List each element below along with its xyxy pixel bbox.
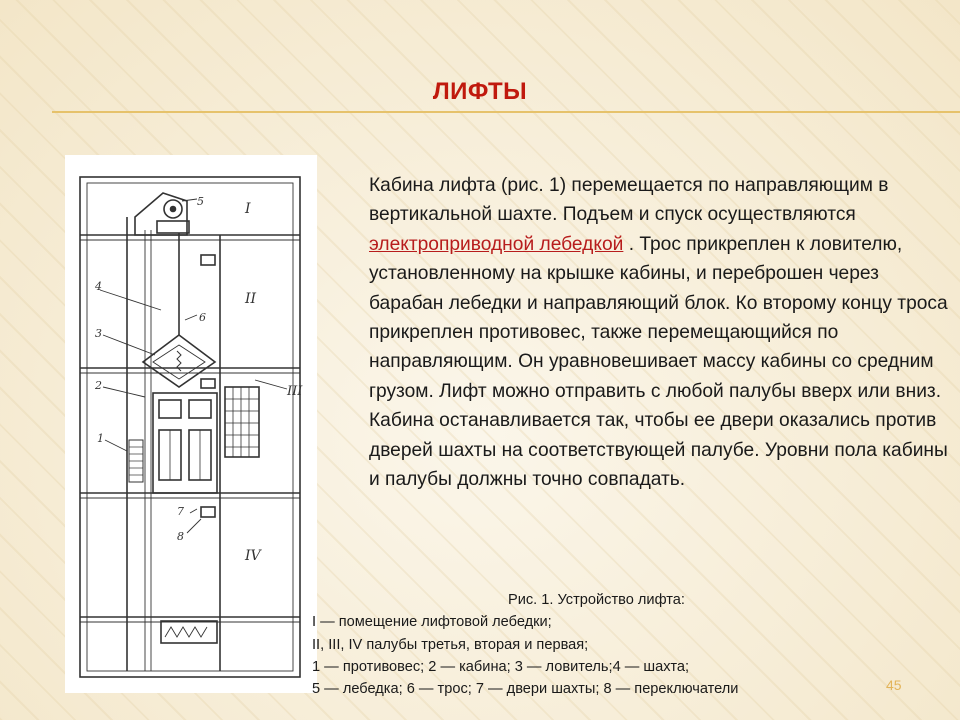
label-7: 7 <box>177 505 184 518</box>
figure-caption <box>312 589 912 700</box>
label-5: 5 <box>197 195 204 208</box>
buffer <box>161 621 217 643</box>
elevator-diagram <box>65 155 317 693</box>
label-3: 3 <box>95 327 102 340</box>
body-paragraph <box>369 171 949 494</box>
label-deck-IV: IV <box>245 548 261 564</box>
elevator-drawing <box>65 155 317 693</box>
slide-title: ЛИФТЫ <box>432 78 528 105</box>
label-2: 2 <box>95 379 102 392</box>
title-divider <box>52 111 960 113</box>
car <box>153 393 217 493</box>
caption-line: I — помещение лифтовой лебедки; <box>312 614 552 631</box>
switch-upper <box>201 255 215 265</box>
label-deck-II: II <box>245 291 257 307</box>
shaft-door <box>225 387 259 457</box>
caption-line: 1 — противовес; 2 — кабина; 3 — ловитель;4 — шахта; <box>312 658 690 675</box>
body-text-part2: . Трос прикреплен к ловителю, установленному на крышке кабины, и переброшен через барабан лебедки и направляющий блок. Ко второму концу троса прикреплен противовес, также перемещающийся по направляющим. Он уравновешивает массу кабины со средним грузом. Лифт можно отправить с любой палубы вверх или вниз. Кабина останавливается так, чтобы ее двери оказались против дверей шахты на соответствующей палубе. Уровни пола кабины и палубы должны точно совпадать. <box>369 233 948 491</box>
label-deck-III: III <box>287 384 303 399</box>
shaft-inner-wall <box>87 183 293 671</box>
caption-line: 5 — лебедка; 6 — трос; 7 — двери шахты; 8 — переключатели <box>312 681 739 698</box>
label-room-I: I <box>245 201 251 217</box>
label-8: 8 <box>177 530 184 543</box>
guide-block <box>157 221 189 233</box>
caption-line: II, III, IV палубы третья, вторая и первая; <box>312 636 589 653</box>
label-1: 1 <box>97 432 104 445</box>
winch-link[interactable]: электроприводной лебедкой <box>369 233 624 255</box>
shaft-outer-wall <box>80 177 300 677</box>
page-number: 45 <box>886 677 902 693</box>
label-6: 6 <box>199 311 206 324</box>
caption-title: Рис. 1. Устройство лифта: <box>508 592 685 608</box>
switch-lower <box>201 507 215 517</box>
body-text-part1: Кабина лифта (рис. 1) перемещается по направляющим в вертикальной шахте. Подъем и спуск осуществляются <box>369 175 889 226</box>
winch-housing <box>135 193 187 235</box>
label-4: 4 <box>95 280 102 293</box>
